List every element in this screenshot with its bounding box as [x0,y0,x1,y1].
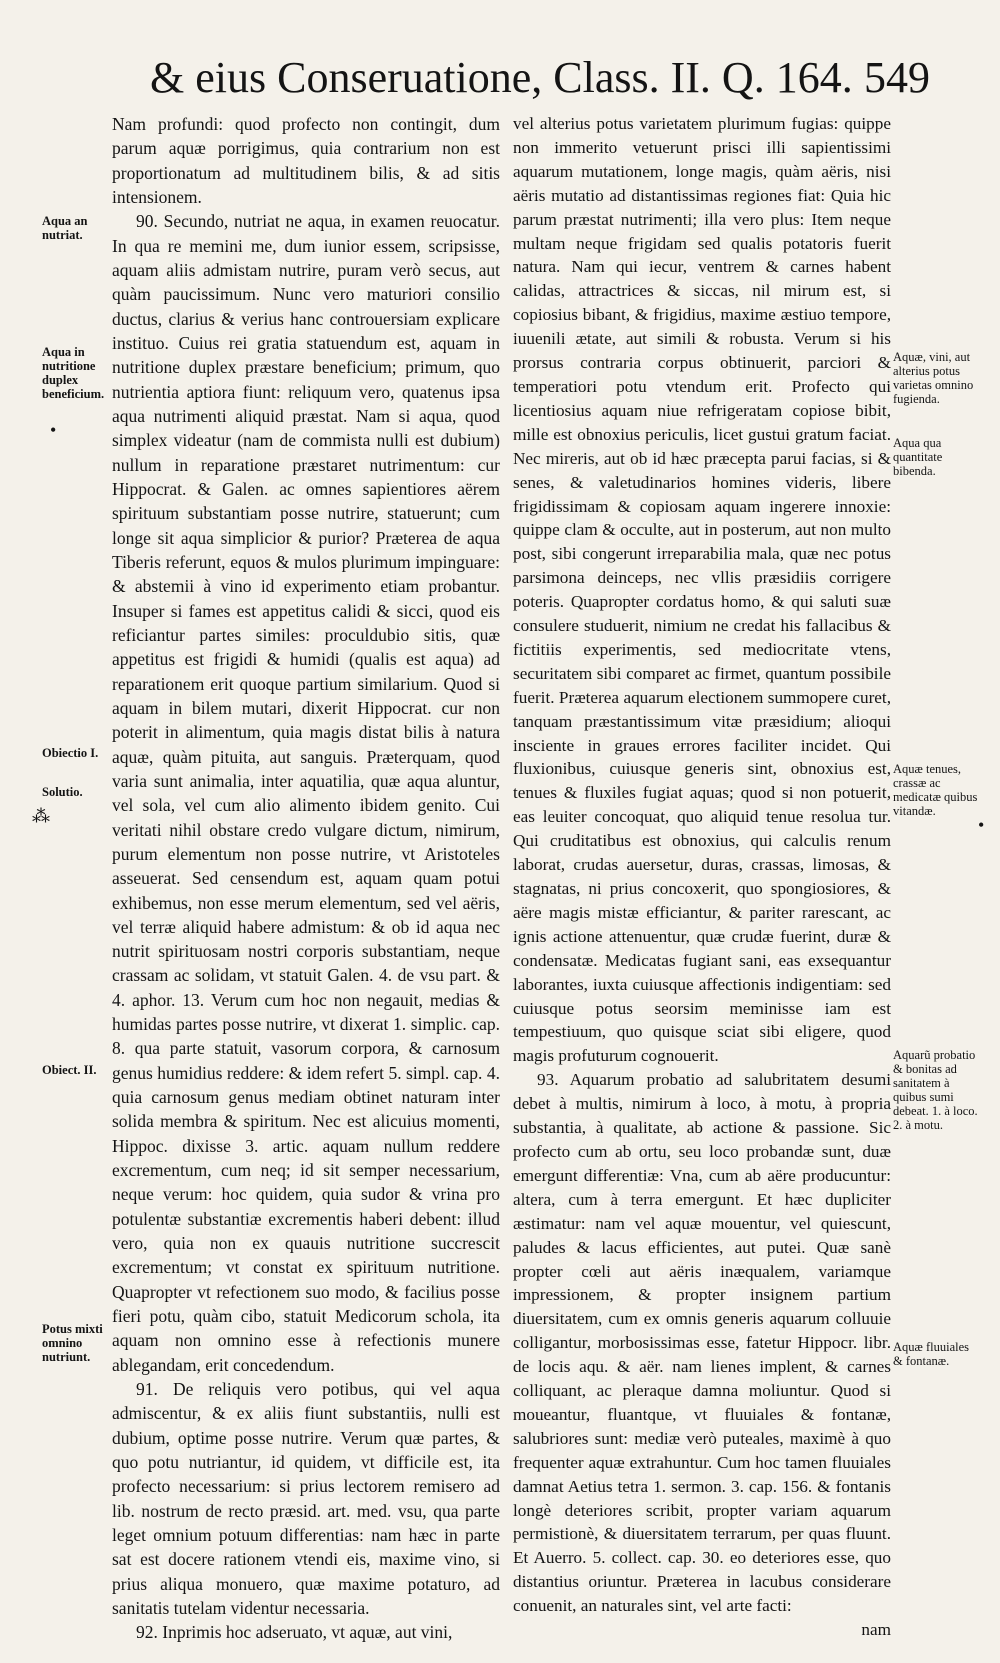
running-title: & eius Conseruatione, Class. II. Q. 164. [150,53,853,102]
right-column [513,112,891,1642]
margin-note: Aqua an nutriat. [42,214,88,242]
paragraph: 93. Aquarum probatio ad salubritatem desumi debet à multis, nimirum à loco, à motu, à propria substantia, à qualitate, ab actione & passione. Sic profecto cum ab ortu, seu loco probandæ sunt, duæ emergunt differentiæ: Vna, cum ab aëre producuntur: altera, cum à terra emergunt. Et hæc dupliciter æstimatur: nam vel aquæ mouentur, vel quiescunt, paludes & lacus efficientes, aut putei. Quæ sanè propter cœli aut aëris inæqualem, variamque impressionem, & propter insignem partium diuersitatem, cum ex omnis generis aquarum colluuie colligantur, morbosissimas esse, fatetur Hippocr. libr. de locis aqu. & aër. nam lienes implent, & carnes colliquant, ac pleraque damna moliuntur. Quod si moueantur, fluantque, vt fluuiales & fontanæ, salubriores sunt: mediæ verò puteales, maximè à quo frequenter aquæ extrahuntur. Cum hoc tamen fluuiales damnat Aetius tetra 1. sermon. 3. cap. 156. & fontanis longè deteriores scribit, propter variam aquarum permistionè, & diuersitatem terrarum, per quas fluunt. Et Auerro. 5. collect. cap. 30. eo deteriores esse, quo distantius oriuntur. Præterea in lacubus considerare conuenit, an naturales sint, vel arte facti: [513,1070,891,1616]
margin-mark: • [50,420,57,440]
page-number: 549 [864,53,930,102]
margin-mark: • [978,815,985,835]
margin-note: Aquæ tenues, crassæ ac medicatæ quibus vitandæ. [893,762,978,818]
margin-note: Aquarũ probatio & bonitas ad sanitatem à quibus sumi debeat. 1. à loco. 2. à motu. [893,1048,978,1132]
paragraph: vel alterius potus varietatem plurimum fugias: quippe non immerito vetuerunt prisci illi sapientissimi aquarum mutationem, longe magis, quàm aëris, nisi aëris mutatio ad distantissimas regiones fiat: Quia hic parum præstat nutrimenti; illa vero plus: Item neque multam neque frigidam sed qualis potatoris fuerit natura. Nam qui iecur, ventrem & carnes habent calidas, attractrices & siccas, nil mirum est, si copiosius bibant, & frigidius, maxime æstiuo tempore, iuuenili ætate, aut simili & robusta. Verum si his prorsus contraria corpus obtinuerit, parciori & temperatiori potu vtendum erit. Profecto qui licentiosius aquam niue refrigeratam copiose bibit, mille est obnoxius periculis, licet gustui gratum faciat. Nec mireris, aut ob id hæc præcepta parui facias, si & senes, & valetudinarios homines videris, libere frigidissimam & copiosam aquam ingerere innoxie: quippe clam & occulte, aut in posterum, aut non multo post, sibi congerunt irreparabilia mala, quæ nec potus parsimona deinceps, nec vllis præsidiis corrigere poteris. Quapropter cordatus homo, & qui saluti suæ consulere studuerit, nimium ne credat his fallacibus & fictitiis experimentis, sed mediocritate vtens, securitatem sibi comparet ac firmet, quantum possibile fuerit. Præterea aquarum electionem summopere curet, tanquam præstantissimum vitæ præsidium; alioqui insciente in graues errores faciliter incidet. Qui fluxionibus, cuiusque generis sint, obnoxius est, tenues & fluxiles fugiat aquas; quod si non potuerit, eas leuiter concoquat, quo aliquid tenue resolua tur. Qui cruditatibus est obnoxius, qui calculis renum laborat, crudas auersetur, duras, crassas, limosas, & stagnatas, ni prius concoxerit, quo spongiosiores, & aëre magis mistæ efficiantur, & pariter rarescant, ac ignis actione attenuentur, quæ crudæ fuerint, duræ & condensatæ. Medicatas fugiant sani, eas exsequantur laborantes, iuxta cuiusque affectionis indigentiam: sed cuiusque potus seorsim meminisse iam est tempestiuum, quo quisque sciat sibi eligere, quod magis profuturum cognouerit. [513,114,891,1066]
margin-note: Obiect. II. [42,1063,97,1077]
paragraph: 92. Inprimis hoc adseruato, vt aquæ, aut vini, [136,1622,453,1643]
margin-note: Potus mixti omnino nutriunt. [42,1322,103,1364]
margin-note: Aquæ, vini, aut alterius potus varietas omnino fugienda. [893,350,974,406]
margin-note: Aqua qua quantitate bibenda. [893,436,943,478]
margin-note: Aquæ fluuiales & fontanæ. [893,1340,970,1368]
catchword: nam [861,1620,891,1640]
paragraph: 90. Secundo, nutriat ne aqua, in examen reuocatur. In qua re memini me, dum iunior essem, scripsisse, aquam aliis admistam nutrire, puram verò secus, aut quàm paucissimum. Nunc vero maturiori consilio ductus, clarius & verius hanc controuersiam explicare instituo. Cuius rei gratia statuendum est, aquam in nutritione duplex præstare beneficium; primum, quo nutrientia aptiora fiunt: reliquum vero, quatenus ipsa aqua nutrimenti aliquid præstat. Nam si aqua, quod simplex videatur (nam de commista nulli est dubium) nullum in reparatione præstaret nutrimentum: cur Hippocrat. & Galen. ac omnes sapientiores aërem spirituum substantiam posse nutrire, statuerunt; cum longe sit aqua simplicior & purior? Præterea de aqua Tiberis referunt, equos & mulos plurimum impinguare: & abstemii à vino id experimento etiam probantur. Insuper si fames est appetitus calidi & sicci, quod eis reficiantur partes similes: proculdubio sitis, quæ appetitus est frigidi & humidi (qualis est aqua) ad reparationem erit quoque partium similarium. Quod si aquam in bilem mutari, dixerit Hippocrat. cur non poterit in alimentum, quia magis distat bilis à natura aquæ, quàm pituita, aut sanguis. Præterquam, quod varia sunt animalia, inter aquatilia, quæ aqua aluntur, vel sola, vel cum alio alimento ibidem genito. Cui veritati nihil obstare credo vulgare dictum, nimirum, purum elementum non posse nutrire, vt Aristoteles asseuerat. Sed censendum est, aquam quam potui exhibemus, non esse merum elementum, sed vel aëris, vel terræ aliquid habere admistum: & ob id aqua nec nutrit spirituosam nostri corporis substantiam, neque crassam ac solidam, vt statuit Galen. 4. de vsu part. & 4. aphor. 13. Verum cum hoc non negauit, medias & humidas partes posse nutrire, vt dixerat 1. simplic. cap. 8. qua parte statuit, vasorum corpora, & carnosum genus humidius reddere: & idem refert 5. simpl. cap. 4. quia carnosum genus mediam obtinet naturam inter solida membra & spiritum. Nec est alicuius momenti, Hippoc. dixisse 3. artic. aquam nullum reddere excrementum, cum neq; id sit semper necessarium, neque verum: hoc quidem, quia sudor & vrina pro potulentæ substantiæ excrementis haberi debent: illud vero, quia non ex quauis nutritione succrescit excrementum; vt constat ex spirituum nutritione. Quapropter vt refectionem suo modo, & facilius posse fieri potu, quàm cibo, statuit Medicorum schola, ita aquam non omnino esse à refectionis munere ablegandam, erit concedendum. [112,211,500,1375]
margin-mark: ⁂ [32,806,50,826]
margin-note: Solutio. [42,785,83,799]
margin-note: Aqua in nutritione duplex beneficium. [42,345,105,401]
left-column [112,112,500,1645]
paragraph: Nam profundi: quod profecto non contingit, dum parum aquæ porrigimus, quia contrarium non est proportionatum ad multitudinem bilis, & ad sitis intensionem. [112,114,500,207]
paragraph: 91. De reliquis vero potibus, qui vel aqua admiscentur, & ex aliis fiunt substantiis, nulli est dubium, optime posse nutrire. Verum quæ partes, & quo potu nutriantur, id quidem, vt difficile est, ita profecto necessarium: si prius lectorem remisero ad lib. nostrum de recto præsid. art. med. vsu, qua parte leget omnium potuum differentias: nam hæc in parte sat est docere rationem vtendi eis, maxime vino, si prius aliqua monuero, quæ maxime potaturo, ad sanitatis tutelam videntur necessaria. [112,1379,500,1619]
running-header [150,48,930,108]
margin-note: Obiectio I. [42,746,99,760]
